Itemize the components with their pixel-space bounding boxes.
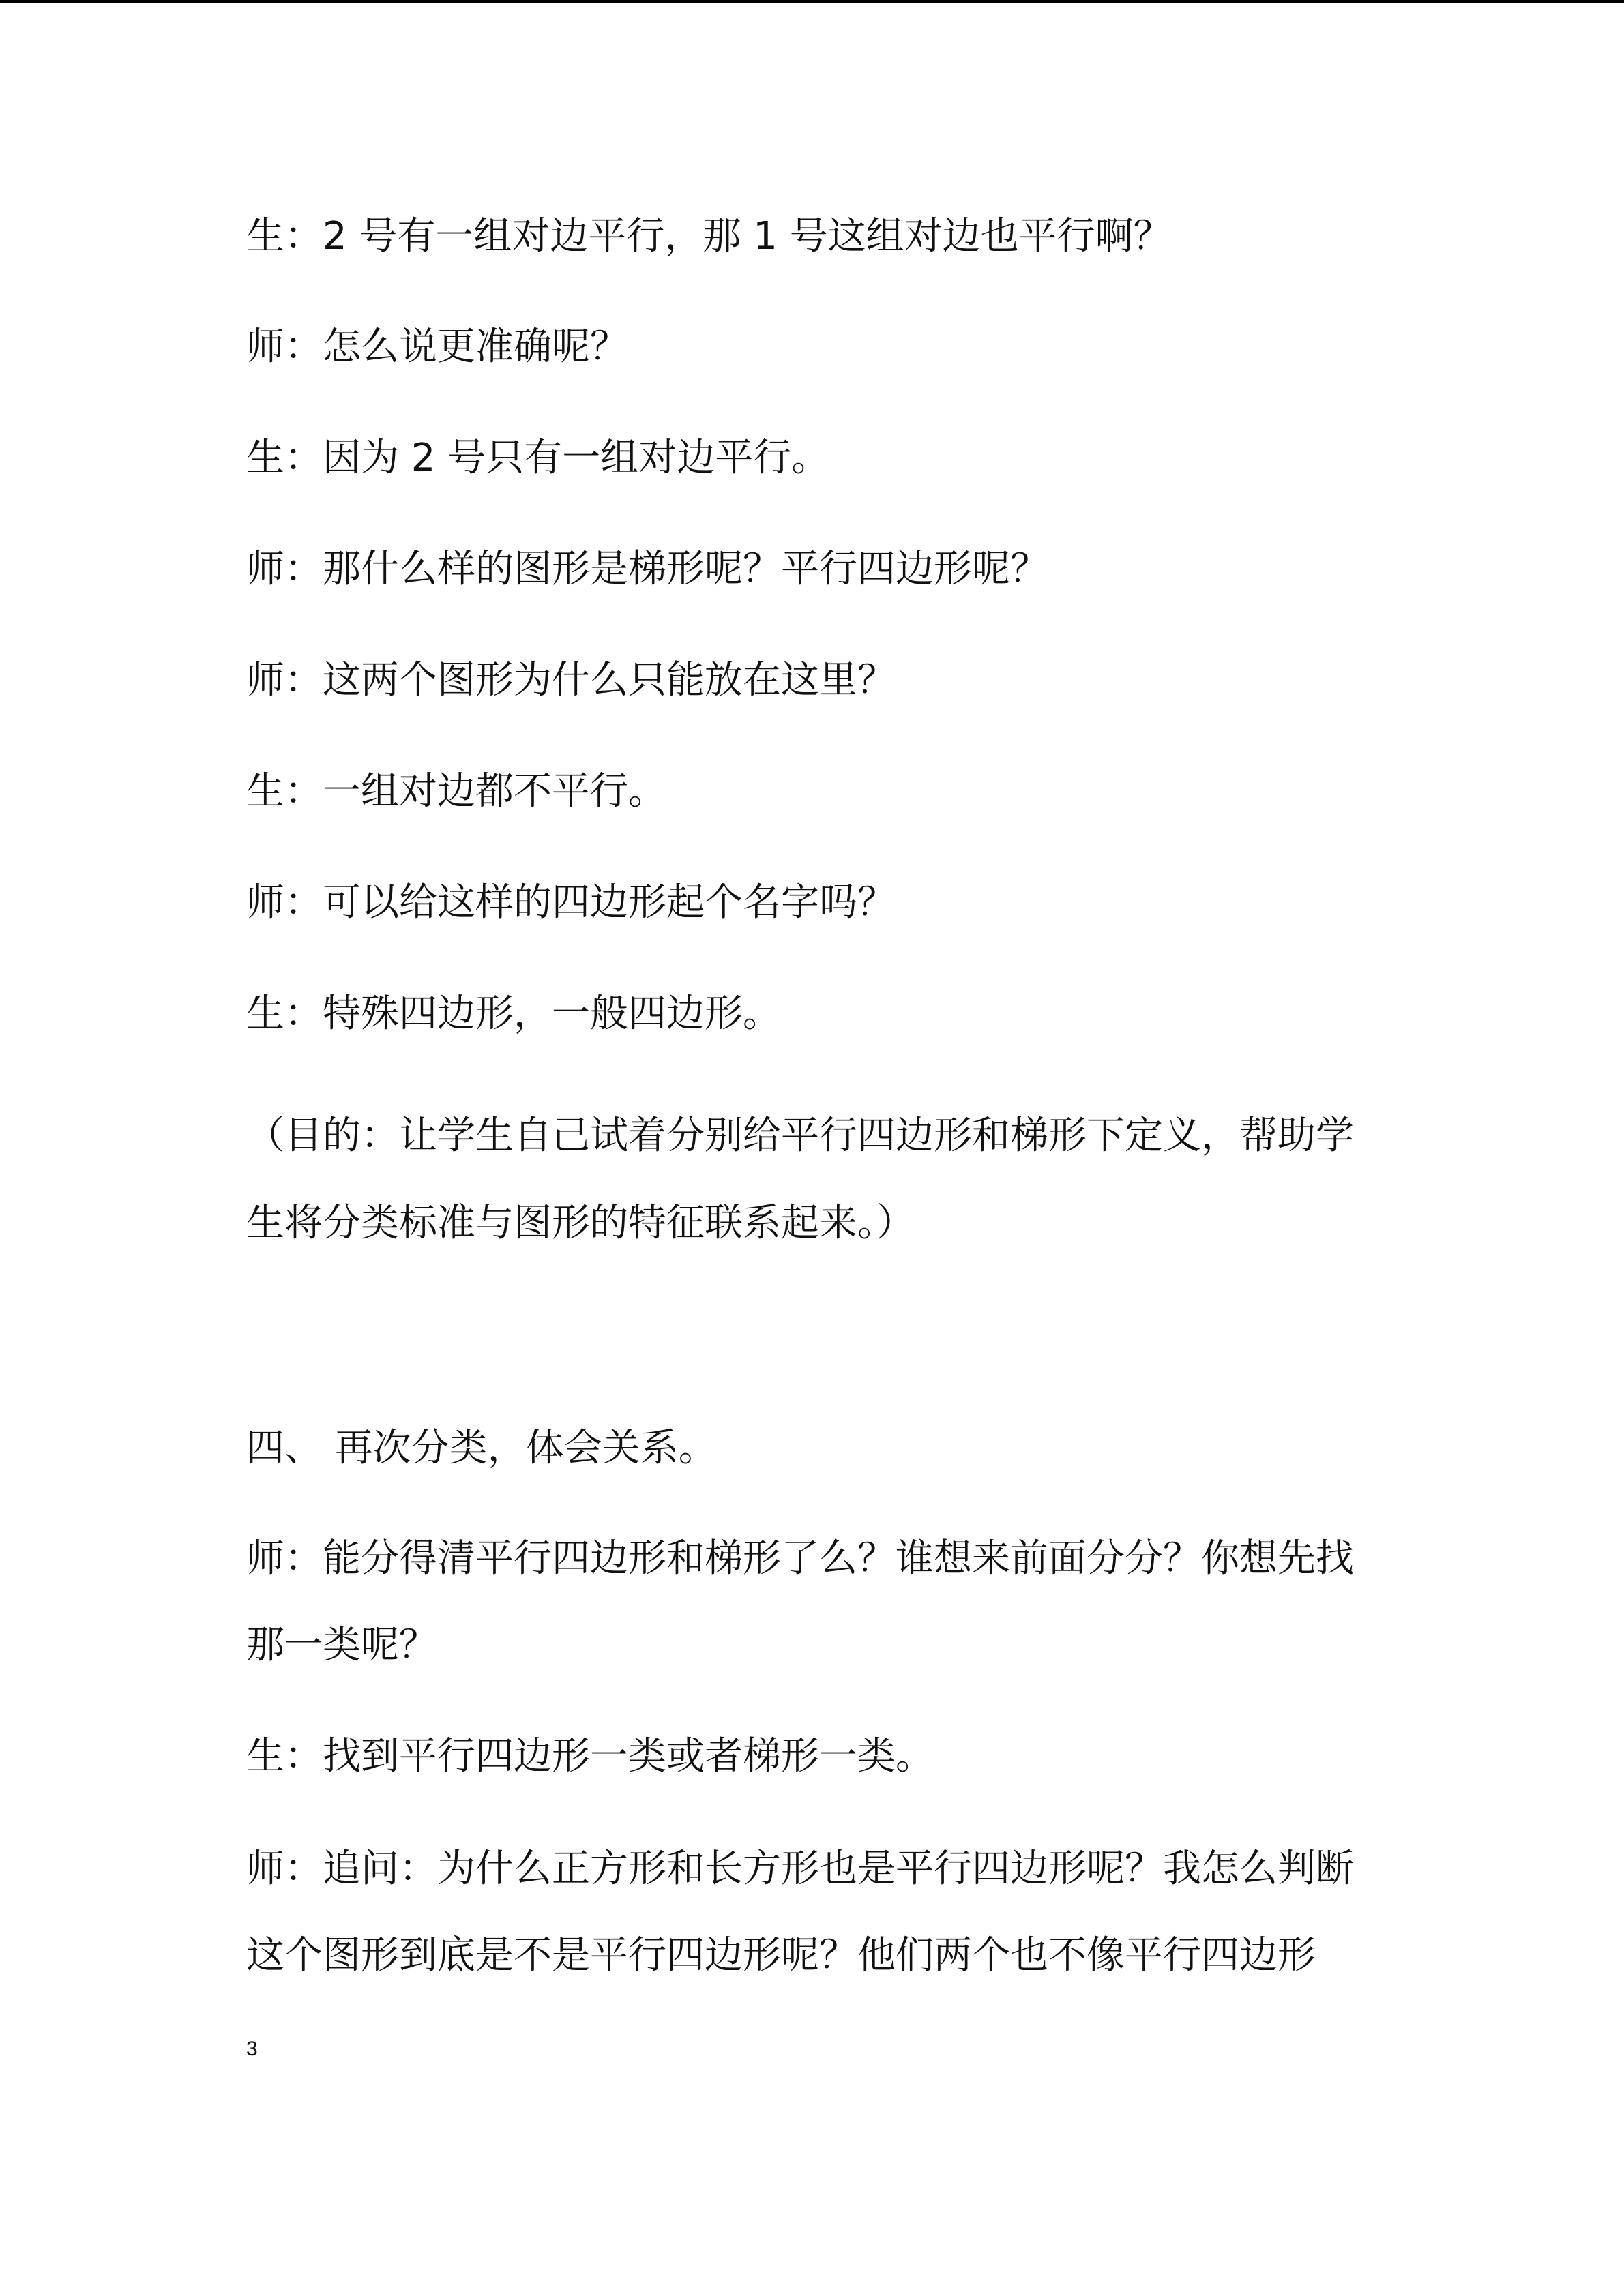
purpose-note-line-1: （目的：让学生自己试着分别给平行四边形和梯形下定义，帮助学 <box>246 1114 1354 1158</box>
dialogue-line-teacher-6b: 这个图形到底是不是平行四边形呢？他们两个也不像平行四边形 <box>246 1933 1316 1978</box>
dialogue-line-student-2: 生：因为 2 号只有一组对边平行。 <box>246 436 830 480</box>
dialogue-line-student-3: 生：一组对边都不平行。 <box>246 769 666 814</box>
dialogue-line-student-1: 生：2 号有一组对边平行，那 1 号这组对边也平行啊？ <box>246 214 1172 258</box>
dialogue-line-student-4: 生：特殊四边形，一般四边形。 <box>246 992 781 1036</box>
dialogue-line-teacher-5a: 师：能分得清平行四边形和梯形了么？谁想来前面分分？你想先找 <box>246 1536 1354 1581</box>
purpose-note-line-2: 生将分类标准与图形的特征联系起来。） <box>246 1201 915 1245</box>
dialogue-line-teacher-2: 师：那什么样的图形是梯形呢？平行四边形呢？ <box>246 547 1048 591</box>
dialogue-line-teacher-6a: 师：追问：为什么正方形和长方形也是平行四边形呢？我怎么判断 <box>246 1847 1354 1891</box>
document-page <box>246 0 1365 2296</box>
dialogue-line-teacher-3: 师：这两个图形为什么只能放在这里？ <box>246 658 896 702</box>
dialogue-line-teacher-1: 师：怎么说更准确呢？ <box>246 325 628 369</box>
page-number: 3 <box>246 2038 258 2060</box>
dialogue-line-teacher-5b: 那一类呢？ <box>246 1623 437 1667</box>
dialogue-line-student-5: 生：找到平行四边形一类或者梯形一类。 <box>246 1734 934 1778</box>
dialogue-line-teacher-4: 师：可以给这样的四边形起个名字吗？ <box>246 880 896 925</box>
section-heading: 四、 再次分类，体会关系。 <box>246 1426 717 1470</box>
